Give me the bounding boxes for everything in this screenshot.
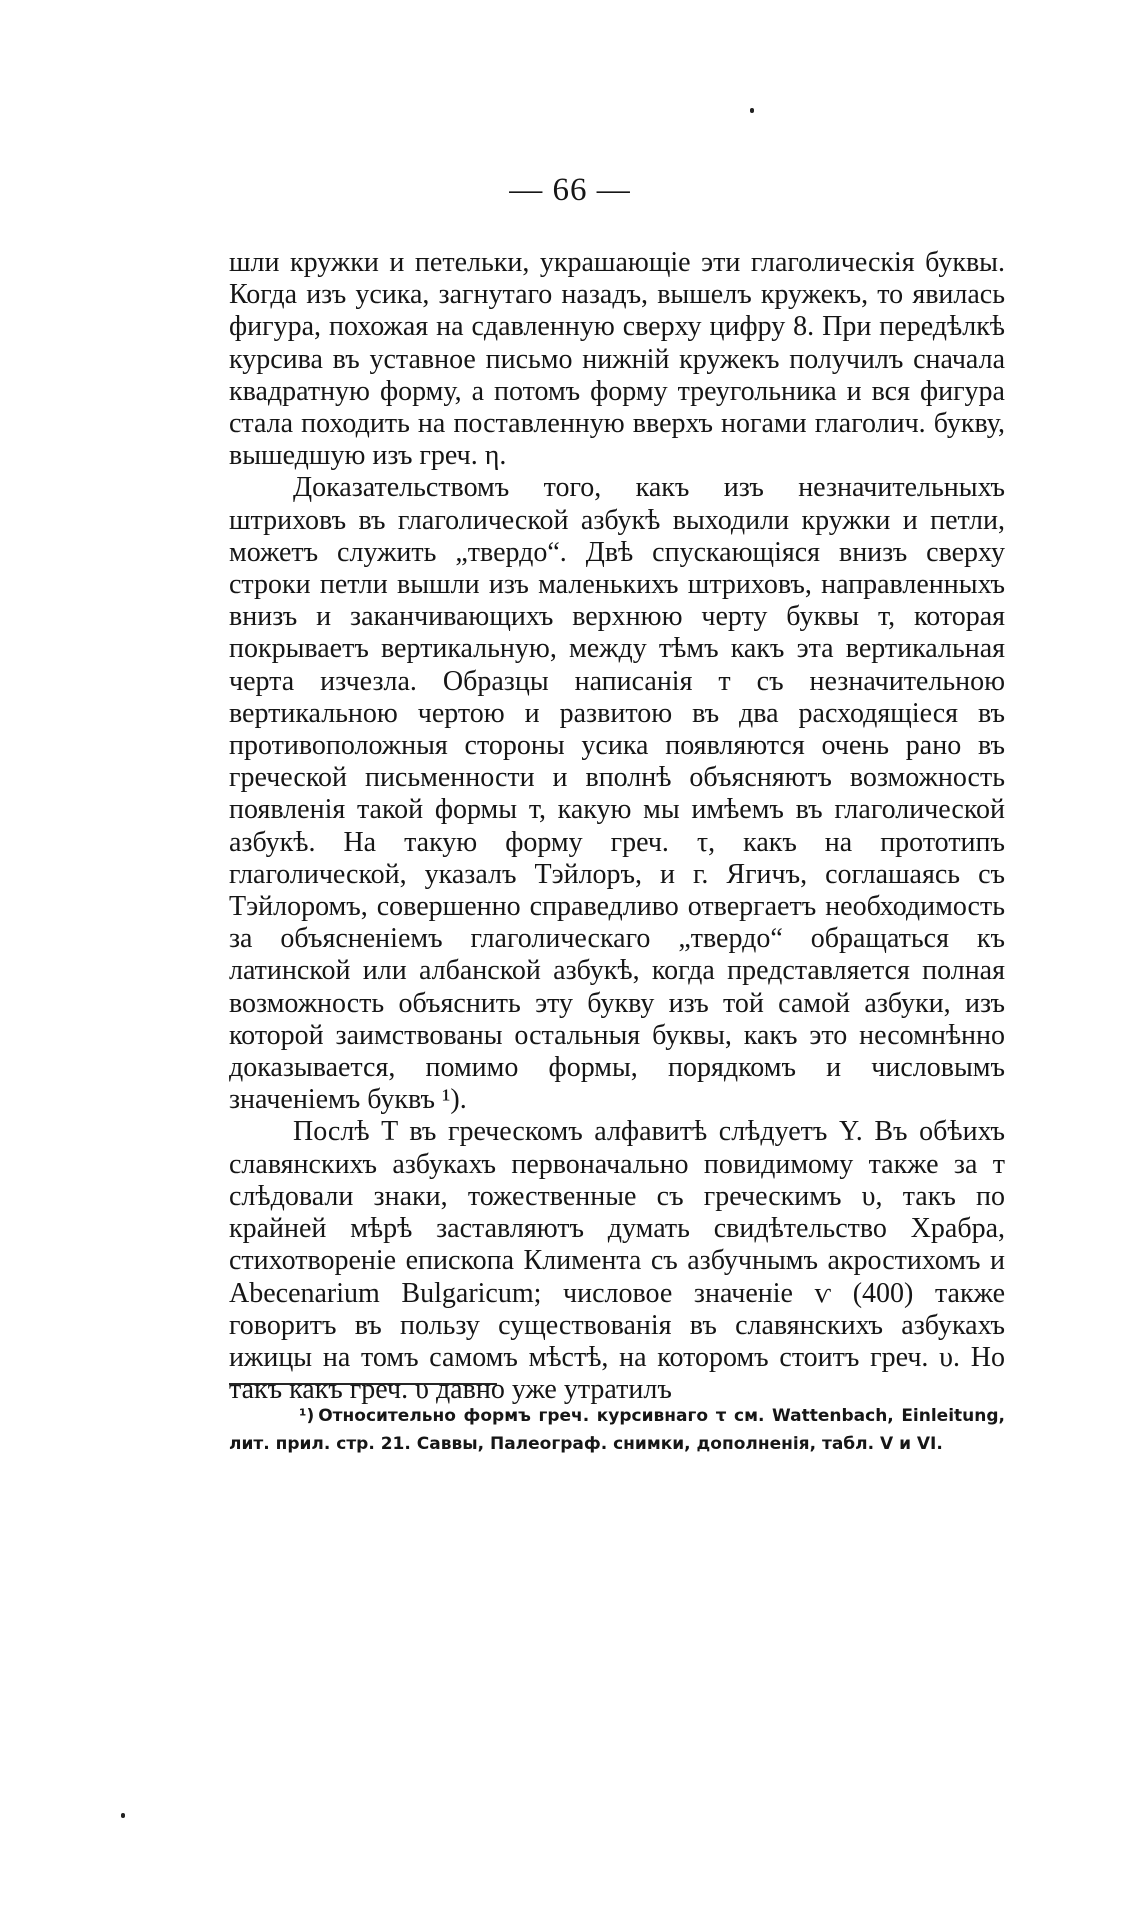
paragraph-1: шли кружки и петельки, украшающіе эти глаголическія буквы. Когда изъ усика, загнутаго назадъ, вышелъ кружекъ, то явилась фигура, похожая на сдавленную сверху цифру 8. При передѣлкѣ курсива въ уставное письмо нижній кружекъ получилъ сначала квадратную форму, а потомъ форму треугольника и вся фигура стала походить на поставленную вверхъ ногами глаголич. букву, вышедшую изъ греч. η. bbox=[229, 247, 1005, 472]
main-text bbox=[229, 247, 1005, 1406]
page-number: — 66 — bbox=[509, 172, 631, 208]
paragraph-2: Доказательствомъ того, какъ изъ незначительныхъ штриховъ въ глаголической азбукѣ выходили кружки и петли, можетъ служить „твердо“. Двѣ спускающіяся внизъ сверху строки петли вышли изъ маленькихъ штриховъ, направленныхъ внизъ и заканчивающихъ верхнюю черту буквы т, которая покрываетъ вертикальную, между тѣмъ какъ эта вертикальная черта изчезла. Образцы написанія т съ незначительною вертикальною чертою и развитою въ два расходящіеся въ противоположныя стороны усика появляются очень рано въ греческой письменности и вполнѣ объясняютъ возможность появленія такой формы т, какую мы имѣемъ въ глаголической азбукѣ. На такую форму греч. τ, какъ на прототипъ глаголической, указалъ Тэйлоръ, и г. Ягичъ, соглашаясь съ Тэйлоромъ, совершенно справедливо отвергаетъ необходимость за объясненіемъ глаголическаго „твердо“ обращаться къ латинской или албанской азбукѣ, когда представляется полная возможность объяснить эту букву изъ той самой азбуки, изъ которой заимствованы остальныя буквы, какъ это несомнѣнно доказывается, помимо формы, порядкомъ и числовымъ значеніемъ буквъ ¹). bbox=[229, 472, 1005, 1116]
footnote-divider bbox=[229, 1383, 497, 1385]
footnote-text: Относительно формъ греч. курсивнаго τ см. Wattenbach, Einleitung, лит. прил. стр. 21. Саввы, Палеограф. снимки, дополненія, табл. V и VI. bbox=[229, 1406, 1005, 1454]
paragraph-3: Послѣ Τ въ греческомъ алфавитѣ слѣдуетъ Υ. Въ обѣихъ славянскихъ азбукахъ первоначально повидимому также за т слѣдовали знаки, тожественные съ греческимъ υ, такъ по крайней мѣрѣ заставляютъ думать свидѣтельство Храбра, стихотвореніе епископа Климента съ азбучнымъ акростихомъ и Abecenarium Bulgaricum; числовое значеніе ѵ (400) также говоритъ въ пользу существованія въ славянскихъ азбукахъ ижицы на томъ самомъ мѣстѣ, на которомъ стоитъ греч. υ. Но такъ какъ греч. υ давно уже утратилъ bbox=[229, 1116, 1005, 1406]
ink-speck bbox=[750, 108, 754, 113]
footnote-marker: ¹) bbox=[299, 1406, 315, 1426]
footnote bbox=[229, 1402, 1005, 1458]
ink-speck bbox=[121, 1813, 125, 1818]
